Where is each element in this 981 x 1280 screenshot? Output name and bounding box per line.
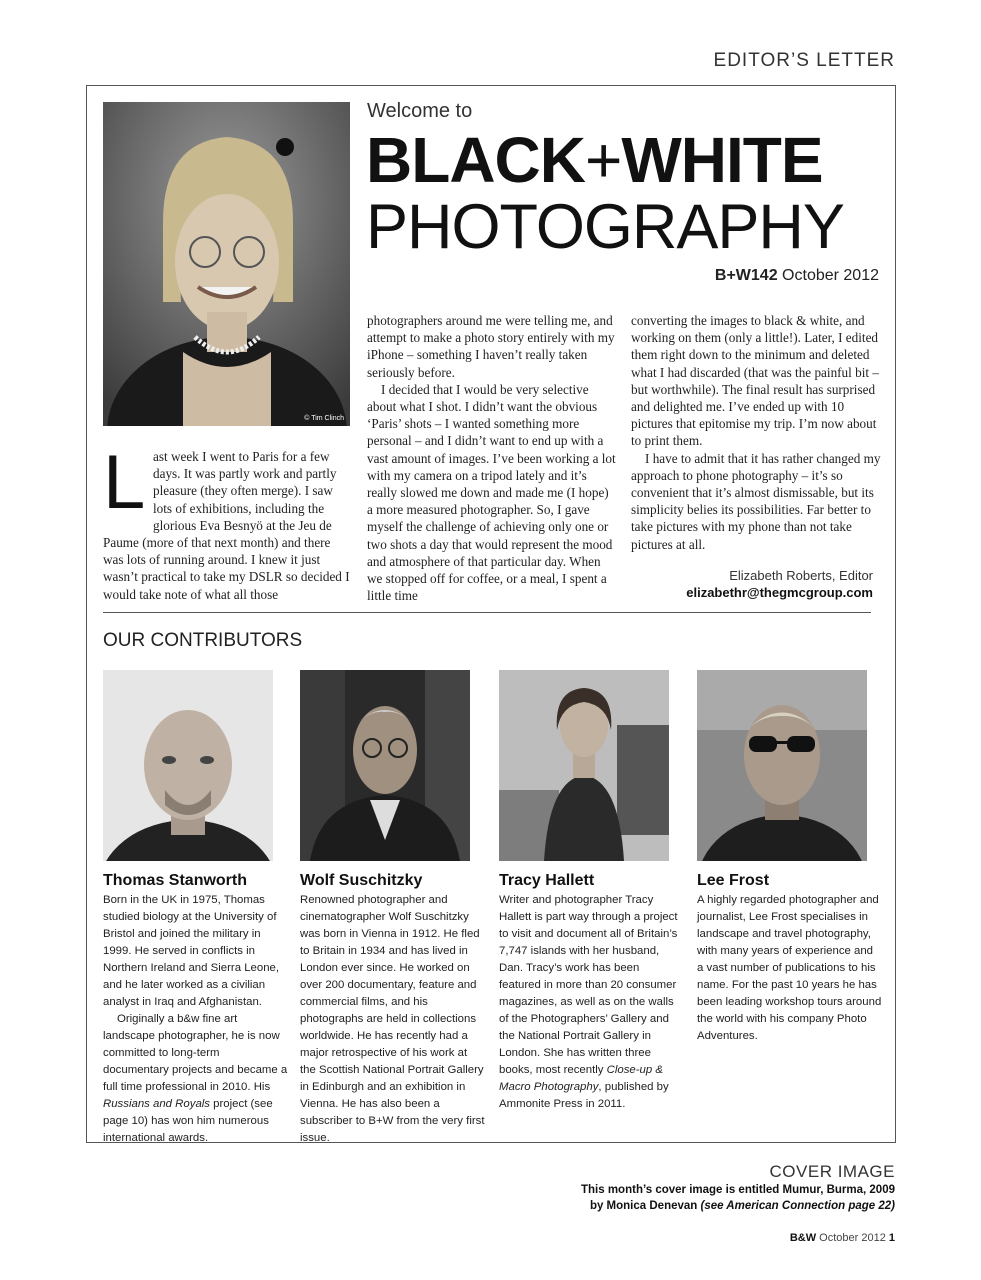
hallett-bio-p1	[499, 892, 684, 1113]
hallett-bio-a: Writer and photographer Tracy Hallett is part way through a project to visit and document all of Britain’s 7,747 islands with her husband, Dan. Tracy’s work has been featured in more than 20 consumer magazines, as well as on the walls of the Photographers’ Gallery and the National Portrait Gallery in London. She has written three books, most recently	[499, 894, 678, 1076]
brand-line-2: PHOTOGRAPHY	[366, 192, 844, 262]
contributors-title: OUR CONTRIBUTORS	[103, 630, 303, 651]
contributor-bio-hallett	[499, 892, 684, 1113]
contributor-photo-suschitzky	[300, 670, 470, 861]
photo-credit: © Tim Clinch	[304, 415, 344, 422]
cover-image-label: COVER IMAGE	[769, 1162, 895, 1181]
letter-col3-p2: I have to admit that it has rather changed my approach to phone photography – it’s so convenient that it’s almost dismissable, but its simplicity belies its possibilities. Far better to take pictures with my phone than not take pictures at all.	[631, 450, 881, 552]
cover-credit-name: by Monica Denevan	[589, 1200, 701, 1212]
letter-col3-p1: converting the images to black & white, and working on them (only a little!). Later, I edited them right down to the minimum and deleted what I had discarded (that was the painful bit – but worthwhile). The final result has surprised and delighted me. I’ve ended up with 10 pictures that epitomise my trip. I’m now about to print them.	[631, 313, 879, 449]
folio-date: October 2012	[819, 1232, 886, 1244]
drop-cap: L	[103, 440, 146, 525]
stanworth-bio-p1: Born in the UK in 1975, Thomas studied biology at the University of Bristol and joined the military in 1999. He served in conflicts in Northern Ireland and Sierra Leone, and he later worked as a civilian analyst in Iraq and Afghanistan.	[103, 894, 280, 1008]
frost-bio-p1: A highly regarded photographer and journalist, Lee Frost specialises in landscape and travel photography, with many years of experience and a vast number of publications to his name. For the past 10 years he has been leading workshop tours around the world with his company Photo Adventures.	[697, 894, 882, 1042]
stanworth-bio-p2-a: Originally a b&w fine art landscape photographer, he is now committed to long-term documentary projects and became a full time professional in 2010. His	[103, 1013, 288, 1093]
brand-black: BLACK	[366, 124, 585, 196]
contributor-name-stanworth: Thomas Stanworth	[103, 872, 248, 889]
contributor-photo-stanworth	[103, 670, 273, 861]
brand-line-1	[366, 124, 823, 196]
cover-image-credit	[590, 1200, 895, 1212]
letter-col2-p2: I decided that I would be very selective about what I shot. I didn’t want the obvious ‘Paris’ shots – I wanted something more personal – and I didn’t want to end up with a vast amount of images. I’ve been working a lot with my camera on a tripod lately and it’s really slowed me down and made me (I hope) a more measured photographer. So, I gave myself the challenge of achieving only one or two shots a day that would represent the mood and atmosphere of that particular day. When we stopped off for coffee, or a meal, I spent a little time	[367, 381, 616, 604]
issue-code: B+W142	[714, 267, 778, 284]
contributor-name-suschitzky: Wolf Suschitzky	[300, 872, 423, 889]
hallett-bio-b: , published by Ammonite Press in 2011.	[499, 1081, 669, 1110]
stanworth-bio-project-title: Russians and Royals	[103, 1098, 210, 1110]
brand-white: WHITE	[621, 124, 823, 196]
contributor-photo-frost	[697, 670, 867, 861]
cover-credit-ref: (see American Connection page 22)	[700, 1200, 895, 1212]
contributor-photo-hallett	[499, 670, 669, 861]
contributor-bio-frost	[697, 892, 882, 1045]
brand-plus: +	[584, 124, 622, 196]
editor-portrait	[103, 102, 350, 426]
folio-page-number: 1	[888, 1232, 895, 1244]
hallett-bio-book-title: Close-up & Macro Photography	[499, 1064, 663, 1093]
letter-col2-p1: photographers around me were telling me, and attempt to make a photo story entirely with my iPhone – something I haven’t really taken seriously before.	[367, 313, 615, 380]
contributor-name-frost: Lee Frost	[697, 872, 770, 889]
suschitzky-bio-p1: Renowned photographer and cinematographer Wolf Suschitzky was born in Vienna in 1912. He fled to Britain in 1934 and has lived in London ever since. He worked on over 200 documentary, feature and commercial films, and his photographs are held in collections worldwide. He has recently had a major retrospective of his work at the Scottish National Portrait Gallery in Edinburgh and an exhibition in Vienna. He has also been a subscriber to B+W from the very first issue.	[300, 894, 485, 1144]
section-divider	[103, 612, 871, 613]
issue-info	[715, 267, 879, 285]
stanworth-bio-p2	[103, 1011, 288, 1147]
section-label: EDITOR’S LETTER	[713, 50, 895, 71]
stanworth-bio-p2-b: project (see page 10) has won him numerous international awards.	[103, 1098, 273, 1144]
letter-col1-text: ast week I went to Paris for a few days. It was partly work and partly pleasure (they often merge). I saw lots of exhibitions, including the glorious Eva Besnyö at the Jeu de Paume (more of that next month) and there was lots of running around. I knew it just wasn’t practical to take my DSLR so decided I would take note of what all those	[103, 449, 350, 602]
page-folio	[790, 1232, 895, 1244]
issue-date: October 2012	[782, 267, 879, 284]
contributor-bio-stanworth	[103, 892, 288, 1147]
welcome-text: Welcome to	[367, 100, 473, 122]
editor-signature: Elizabeth Roberts, Editor	[729, 568, 873, 583]
contributor-name-hallett: Tracy Hallett	[499, 872, 595, 889]
editor-email-link[interactable]: elizabethr@thegmcgroup.com	[686, 585, 873, 600]
folio-mag: B&W	[789, 1232, 817, 1244]
letter-column-2	[367, 312, 617, 604]
letter-column-3	[631, 312, 881, 553]
contributor-bio-suschitzky	[300, 892, 485, 1147]
letter-column-1	[103, 440, 350, 603]
cover-image-caption: This month’s cover image is entitled Mumur, Burma, 2009	[581, 1184, 895, 1196]
